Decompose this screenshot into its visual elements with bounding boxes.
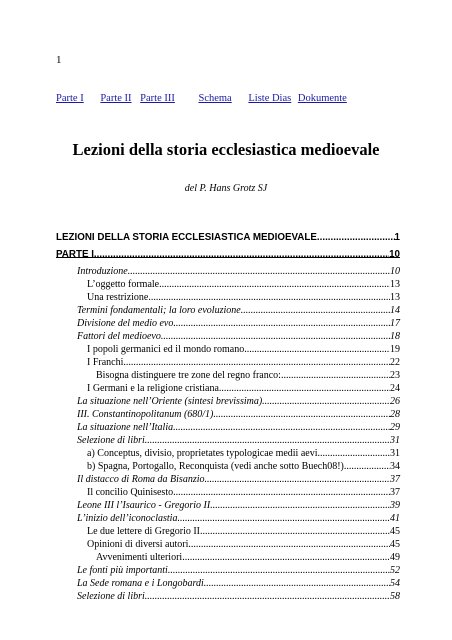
toc-leader-dots bbox=[161, 331, 390, 342]
toc-entry[interactable] bbox=[77, 578, 400, 589]
toc-entry-page: 54 bbox=[390, 578, 400, 589]
toc-entry-page: 13 bbox=[390, 279, 400, 290]
toc-entry[interactable] bbox=[77, 565, 400, 576]
toc-entry-page: 31 bbox=[390, 448, 400, 459]
toc-leader-dots bbox=[168, 565, 390, 576]
toc-entry-label: La situazione nell’Oriente (sintesi brevissima). bbox=[77, 396, 265, 407]
toc-leader-dots bbox=[204, 578, 390, 589]
toc-entry-page: 45 bbox=[390, 539, 400, 550]
nav-link-parte-ii[interactable]: Parte II bbox=[100, 93, 132, 104]
toc-entry-page: 13 bbox=[390, 292, 400, 303]
toc-entry-label: b) Spagna, Portogallo, Reconquista (vedi anche sotto Buech08!) bbox=[87, 461, 344, 472]
toc-entry[interactable] bbox=[77, 409, 400, 420]
top-navigation bbox=[56, 93, 347, 104]
toc-leader-dots bbox=[205, 474, 391, 485]
toc-entry[interactable] bbox=[87, 526, 400, 537]
toc-leader-dots bbox=[173, 318, 390, 329]
toc-entry-page: 34 bbox=[390, 461, 400, 472]
document-title: Lezioni della storia ecclesiastica medioevale bbox=[72, 140, 380, 159]
nav-link-dokumente[interactable]: Dokumente bbox=[297, 93, 347, 104]
toc-entry-label: La Sede romana e i Longobardi bbox=[77, 578, 204, 589]
page-number: 1 bbox=[56, 54, 62, 66]
toc-entry[interactable] bbox=[87, 292, 400, 303]
toc-entry-page: 41 bbox=[390, 513, 400, 524]
toc-entry-label: I Germani e la religione cristiana bbox=[87, 383, 219, 394]
toc-entry-label: L’inizio dell’iconoclastia bbox=[77, 513, 178, 524]
toc-entry-label: Le fonti più importanti bbox=[77, 565, 168, 576]
toc-entry[interactable] bbox=[77, 591, 400, 602]
toc-entry-label: Selezione di libri bbox=[77, 591, 145, 602]
toc-entry-label: Selezione di libri bbox=[77, 435, 145, 446]
toc-entry-label: Termini fondamentali; la loro evoluzione. bbox=[77, 305, 244, 316]
toc-entry-label: I Franchi bbox=[87, 357, 124, 368]
toc-leader-dots bbox=[177, 513, 390, 524]
toc-entry-page: 37 bbox=[390, 487, 400, 498]
toc-entry-page: 19 bbox=[390, 344, 400, 355]
toc-entry-page: 28 bbox=[390, 409, 400, 420]
toc-entry-page: 26 bbox=[390, 396, 400, 407]
toc-leader-dots bbox=[188, 539, 390, 550]
toc-leader-dots bbox=[128, 266, 390, 277]
toc-leader-dots bbox=[94, 249, 389, 260]
toc-entry-page: 29 bbox=[390, 422, 400, 433]
toc-entry-page: 49 bbox=[390, 552, 400, 563]
toc-entry-label: Le due lettere di Gregorio II bbox=[87, 526, 201, 537]
toc-entry[interactable] bbox=[77, 435, 400, 446]
toc-entry[interactable] bbox=[77, 318, 400, 329]
toc-entry-label: Introduzione bbox=[77, 266, 128, 277]
toc-entry-page: 14 bbox=[390, 305, 400, 316]
toc-entry-label: Il concilio Quinisesto bbox=[87, 487, 174, 498]
nav-link-parte-iii[interactable]: Parte III bbox=[140, 93, 175, 104]
toc-entry[interactable] bbox=[77, 396, 400, 407]
toc-leader-dots bbox=[145, 591, 390, 602]
toc-entry[interactable] bbox=[87, 383, 400, 394]
toc-entry[interactable] bbox=[87, 487, 400, 498]
toc-leader-dots bbox=[210, 500, 390, 511]
toc-entry[interactable] bbox=[87, 448, 400, 459]
toc-entry-page: 23 bbox=[390, 370, 400, 381]
toc-entry-page: 1 bbox=[394, 232, 400, 243]
toc-entry[interactable] bbox=[56, 232, 400, 243]
toc-entry-label: LEZIONI DELLA STORIA ECCLESIASTICA MEDIOEVALE bbox=[56, 232, 317, 243]
toc-entry-page: 10 bbox=[389, 249, 400, 260]
toc-entry[interactable] bbox=[87, 539, 400, 550]
toc-entry[interactable] bbox=[77, 474, 400, 485]
toc-leader-dots bbox=[344, 461, 390, 472]
toc-entry-page: 58 bbox=[390, 591, 400, 602]
toc-entry[interactable] bbox=[87, 461, 400, 472]
toc-leader-dots bbox=[317, 232, 395, 243]
toc-entry-label: III. Constantinopolitanum (680/1) bbox=[77, 409, 214, 420]
toc-leader-dots bbox=[182, 552, 390, 563]
toc-entry[interactable] bbox=[77, 500, 400, 511]
toc-leader-dots bbox=[159, 279, 390, 290]
toc-entry-label: Divisione del medio evo bbox=[77, 318, 174, 329]
toc-entry-page: 24 bbox=[390, 383, 400, 394]
toc-entry-label: Il distacco di Roma da Bisanzio bbox=[77, 474, 205, 485]
toc-entry[interactable] bbox=[77, 266, 400, 277]
toc-leader-dots bbox=[148, 292, 390, 303]
toc-entry[interactable] bbox=[77, 513, 400, 524]
toc-entry-label: L’oggetto formale bbox=[87, 279, 160, 290]
toc-entry[interactable] bbox=[96, 552, 400, 563]
document-author: del P. Hans Grotz SJ bbox=[184, 183, 268, 194]
toc-entry[interactable] bbox=[87, 357, 400, 368]
toc-leader-dots bbox=[200, 526, 390, 537]
toc-leader-dots bbox=[244, 344, 390, 355]
toc-entry[interactable] bbox=[77, 305, 400, 316]
toc-entry-page: 31 bbox=[390, 435, 400, 446]
toc-leader-dots bbox=[213, 409, 390, 420]
toc-entry-label: Avvenimenti ulteriori bbox=[96, 552, 183, 563]
toc-entry-label: a) Conceptus, divisio, proprietates typologicae medii aevi. bbox=[87, 448, 320, 459]
toc-entry[interactable] bbox=[56, 249, 400, 260]
toc-entry[interactable] bbox=[77, 422, 400, 433]
toc-leader-dots bbox=[320, 448, 390, 459]
toc-leader-dots bbox=[281, 370, 390, 381]
toc-leader-dots bbox=[243, 305, 390, 316]
toc-entry-label: PARTE I bbox=[56, 249, 94, 260]
toc-entry[interactable] bbox=[87, 279, 400, 290]
toc-entry-page: 22 bbox=[390, 357, 400, 368]
toc-entry[interactable] bbox=[77, 331, 400, 342]
nav-link-liste-dias[interactable]: Liste Dias bbox=[248, 93, 292, 104]
toc-entry-page: 17 bbox=[390, 318, 400, 329]
toc-entry-page: 39 bbox=[390, 500, 400, 511]
toc-leader-dots bbox=[173, 487, 390, 498]
toc-entry[interactable] bbox=[87, 344, 400, 355]
toc-leader-dots bbox=[219, 383, 390, 394]
toc-leader-dots bbox=[145, 435, 390, 446]
toc-entry-label: La situazione nell’Italia bbox=[77, 422, 174, 433]
toc-entry-page: 45 bbox=[390, 526, 400, 537]
toc-leader-dots bbox=[123, 357, 390, 368]
toc-leader-dots bbox=[173, 422, 390, 433]
toc-leader-dots bbox=[265, 396, 390, 407]
toc-entry-page: 10 bbox=[390, 266, 400, 277]
nav-link-parte-i[interactable]: Parte I bbox=[56, 93, 84, 104]
toc-entry-label: Fattori del medioevo bbox=[77, 331, 161, 342]
toc-entry-label: Una restrizione bbox=[87, 292, 149, 303]
toc-entry-page: 52 bbox=[390, 565, 400, 576]
toc-entry-label: Bisogna distinguere tre zone del regno franco: bbox=[96, 370, 281, 381]
toc-entry-label: Opinioni di diversi autori bbox=[87, 539, 189, 550]
toc-entry[interactable] bbox=[96, 370, 400, 381]
toc-entry-page: 18 bbox=[390, 331, 400, 342]
toc-entry-label: Leone III l’Isaurico - Gregorio II bbox=[77, 500, 211, 511]
toc-entry-page: 37 bbox=[390, 474, 400, 485]
toc-entry-label: I popoli germanici ed il mondo romano bbox=[87, 344, 245, 355]
nav-link-schema[interactable]: Schema bbox=[198, 93, 232, 104]
